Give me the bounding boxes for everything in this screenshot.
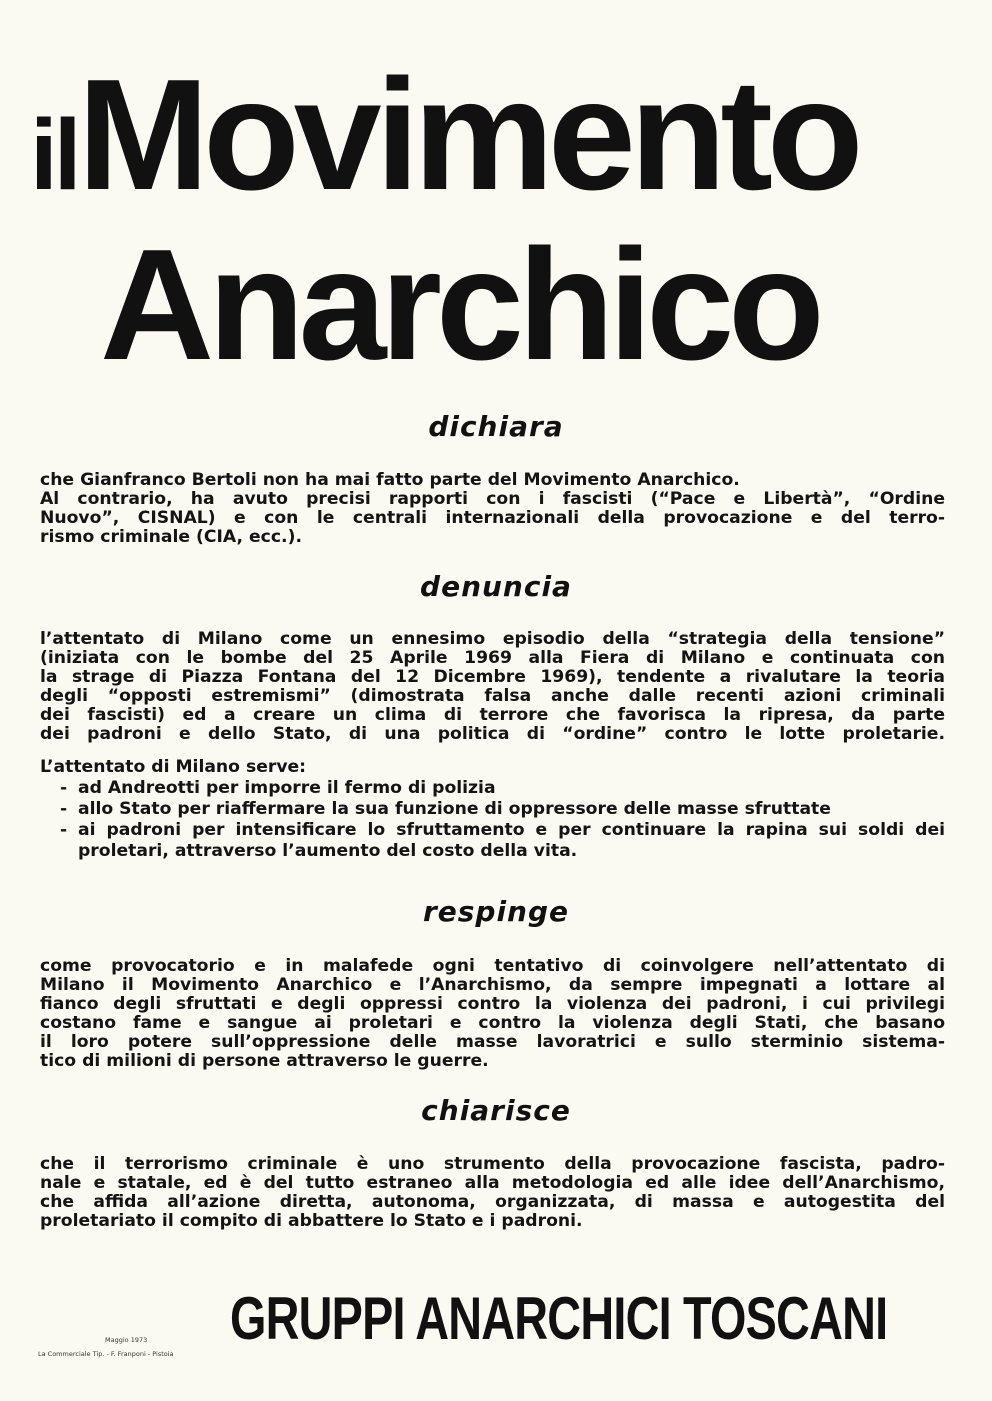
section-text-dichiara: [40, 471, 945, 547]
text-line: che Gianfranco Bertoli non ha mai fatto parte del Movimento Anarchico.: [40, 470, 740, 490]
section-heading-denuncia: denuncia: [420, 570, 572, 603]
list-item: - ad Andreotti per imporre il fermo di polizia: [40, 778, 945, 799]
text-line: costano fame e sangue ai proletari e contro la violenza degli Stati, che basano: [40, 1013, 945, 1033]
title-line1: Movimento: [77, 47, 858, 223]
title-prefix: il: [30, 99, 78, 211]
text-line: Al contrario, ha avuto precisi rapporti con i fascisti (“Pace e Libertà”, “Ordine: [40, 489, 945, 509]
text-line: che affida all’azione diretta, autonoma, organizzata, di massa e autogestita del: [40, 1192, 945, 1212]
section-text-denuncia: [40, 630, 945, 744]
section-heading-chiarisce: chiarisce: [421, 1094, 571, 1127]
poster-title: [30, 47, 858, 393]
text-line: il loro potere sull’oppressione delle masse lavoratrici e sullo sterminio sistema-: [40, 1032, 945, 1052]
text-line: degli “opposti estremismi” (dimostrata falsa anche dalle recenti azioni criminali: [40, 686, 945, 706]
text-line: proletariato il compito di abbattere lo Stato e i padroni.: [40, 1211, 583, 1231]
text-line: dei padroni e dello Stato, di una politica di “ordine” contro le lotte proletarie.: [40, 724, 945, 744]
text-line: nale e statale, ed è del tutto estraneo alla metodologia ed alle idee dell’Anarchismo,: [40, 1173, 945, 1193]
text-line: (iniziata con le bombe del 25 Aprile 1969 alla Fiera di Milano e continuata con: [40, 648, 945, 668]
signature: GRUPPI ANARCHICI TOSCANI: [230, 1285, 888, 1352]
title-line2: Anarchico: [100, 217, 819, 393]
text-line: tico di milioni di persone attraverso le guerre.: [40, 1051, 489, 1071]
list-item: - allo Stato per riaffermare la sua funzione di oppressore delle masse sfruttate: [40, 799, 945, 820]
section-text-respinge: [40, 957, 945, 1071]
list-lead: L’attentato di Milano serve:: [40, 757, 307, 777]
text-line: la strage di Piazza Fontana del 12 Dicembre 1969), tendente a rivalutare la teoria: [40, 667, 945, 687]
text-line: che il terrorismo criminale è uno strumento della provocazione fascista, padro-: [40, 1154, 945, 1174]
section-heading-dichiara: dichiara: [428, 410, 564, 443]
imprint-printer: La Commerciale Tip. - F. Franponi - Pistoia: [38, 1350, 174, 1358]
text-line: Nuovo”, CISNAL) e con le centrali internazionali della provocazione e del terro-: [40, 508, 945, 528]
section-text-chiarisce: [40, 1155, 945, 1231]
text-line: dei fascisti) ed a creare un clima di terrore che favorisca la ripresa, da parte: [40, 705, 945, 725]
text-line: rismo criminale (CIA, ecc.).: [40, 527, 302, 547]
text-line: l’attentato di Milano come un ennesimo episodio della “strategia della tensione”: [40, 629, 945, 649]
text-line: come provocatorio e in malafede ogni tentativo di coinvolgere nell’attentato di: [40, 956, 945, 976]
attentato-serve-list: [40, 757, 945, 862]
text-line: Milano il Movimento Anarchico e l’Anarchismo, da sempre impegnati a lottare al: [40, 975, 945, 995]
section-heading-respinge: respinge: [422, 895, 570, 928]
imprint-date: Maggio 1973: [105, 1336, 148, 1344]
text-line: fianco degli sfruttati e degli oppressi contro la violenza dei padroni, i cui privilegi: [40, 994, 945, 1014]
list-item: - ai padroni per intensificare lo sfruttamento e per continuare la rapina sui soldi dei proletari, attraverso l’aumento del costo della vita.: [40, 820, 945, 862]
